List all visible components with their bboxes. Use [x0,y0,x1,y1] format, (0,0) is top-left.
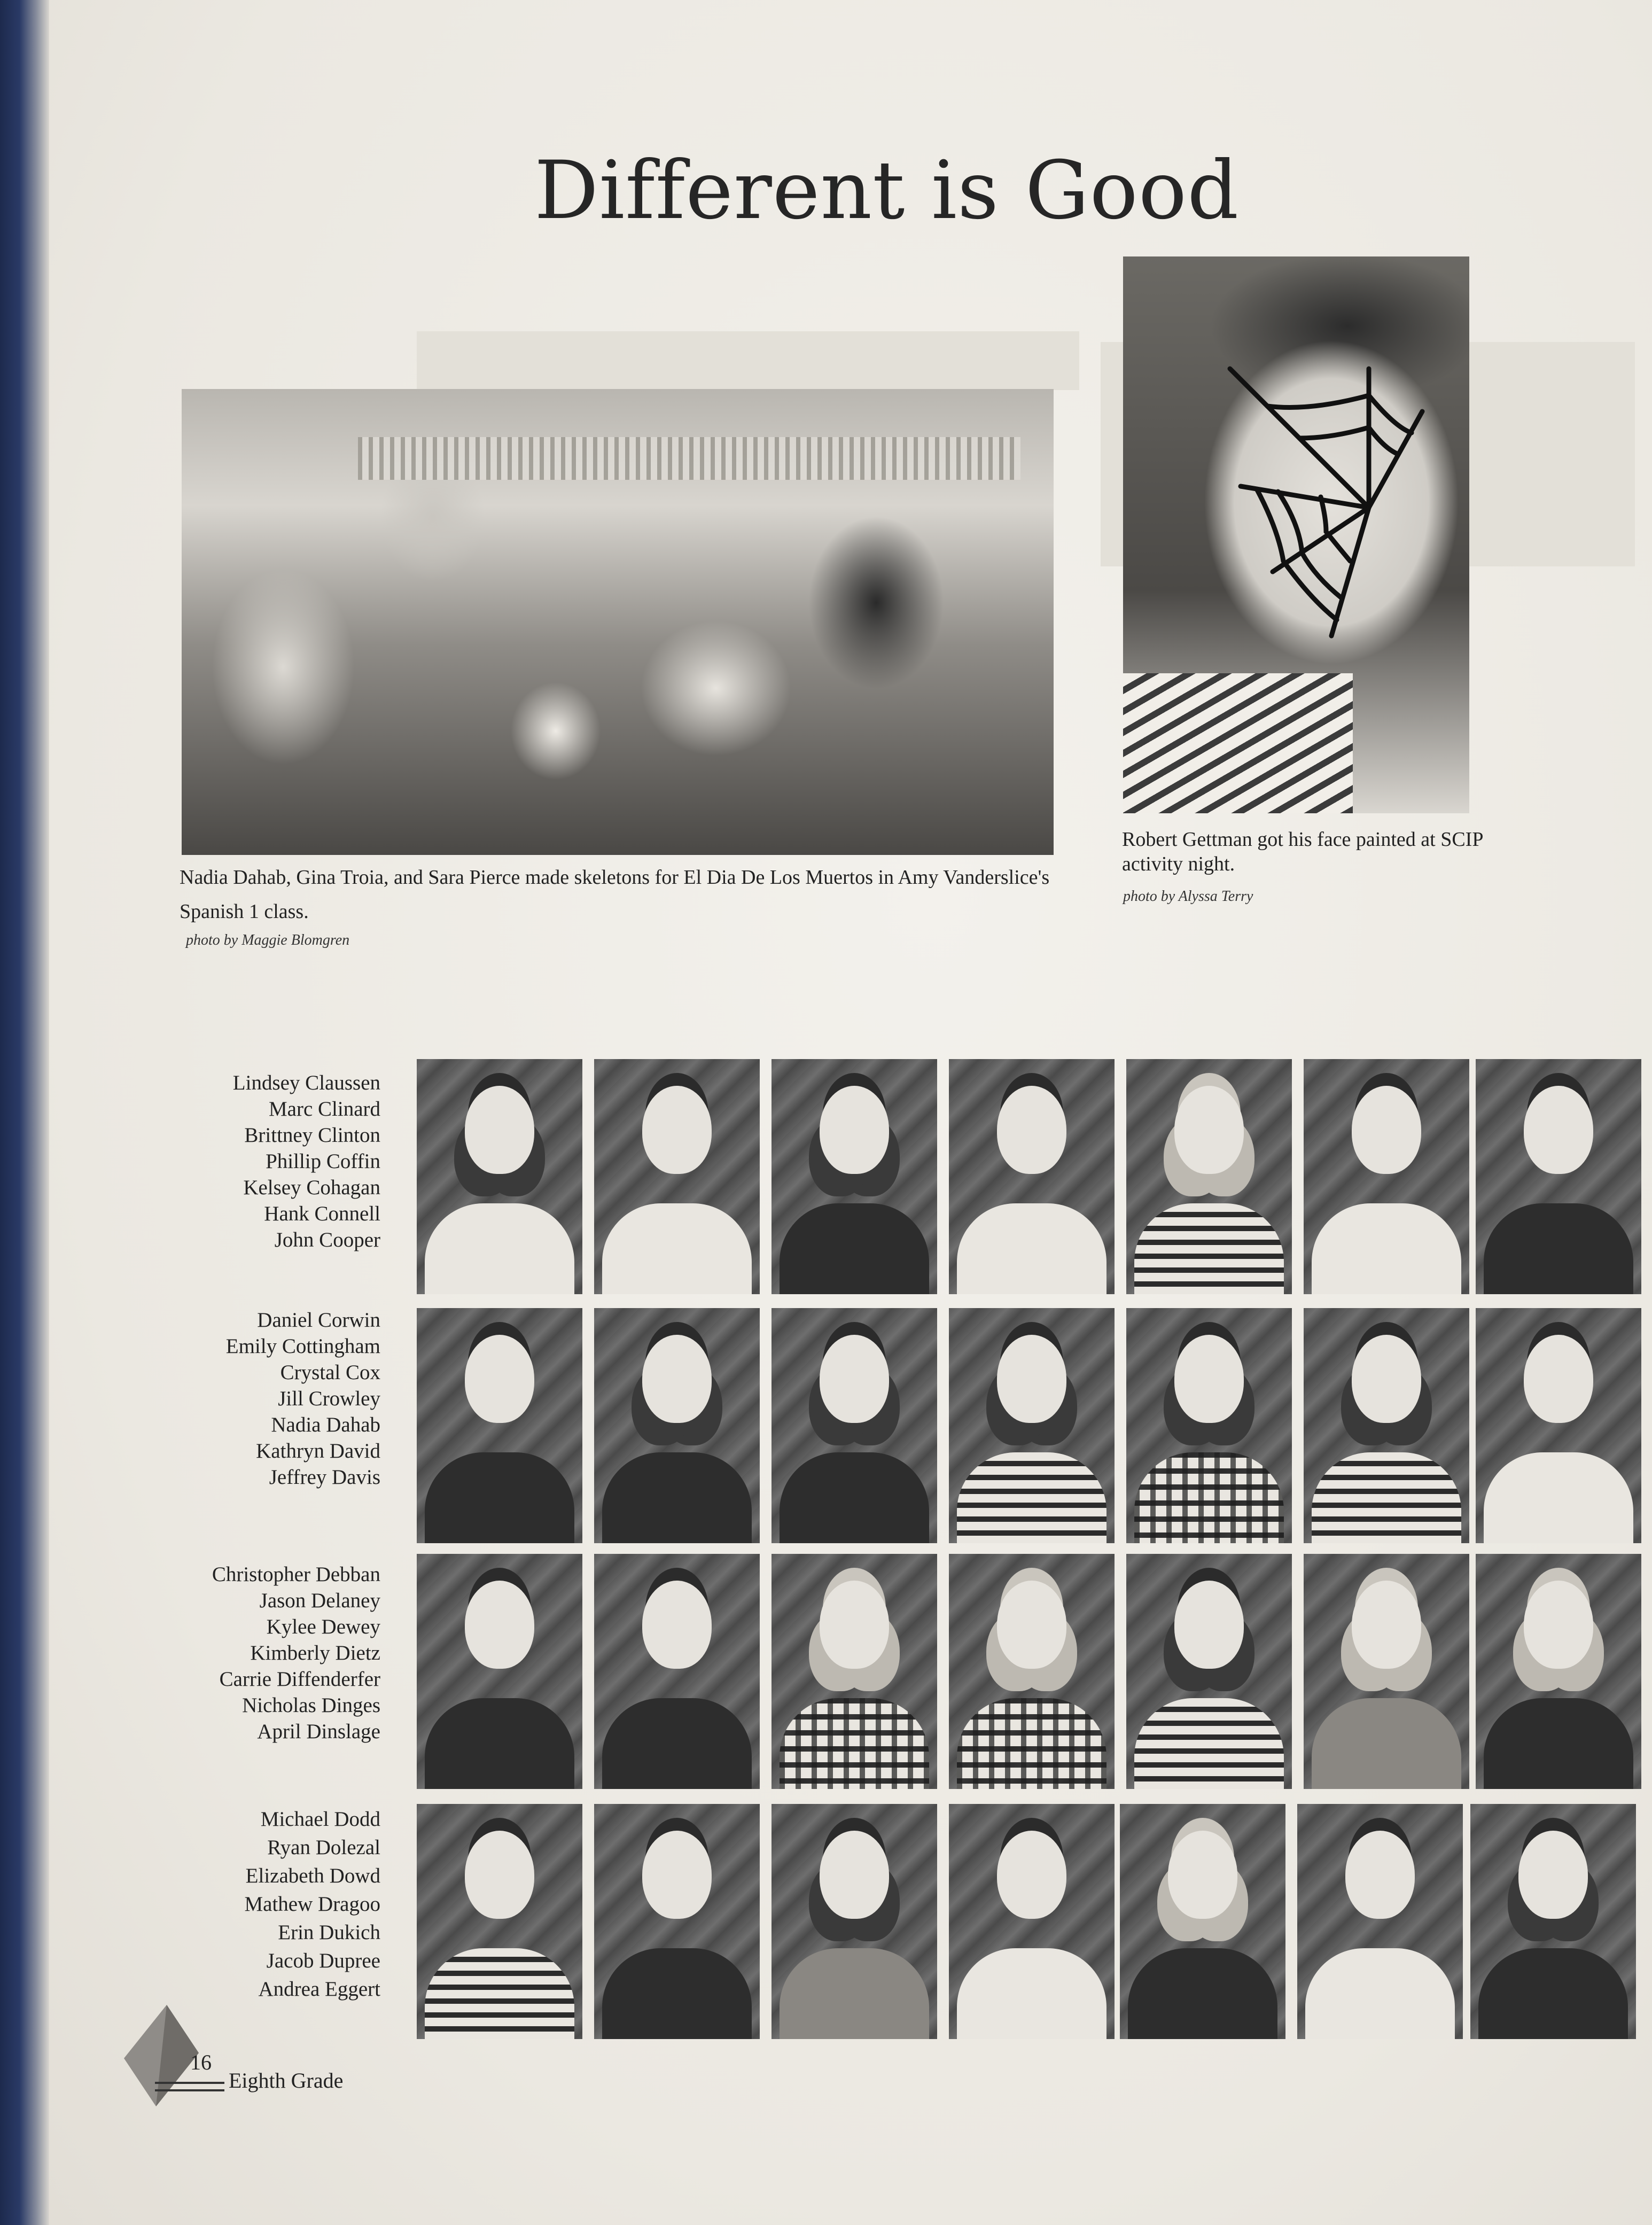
student-portrait [417,1804,582,2039]
student-name: Lindsey Claussen [232,1071,380,1094]
folio-rule [155,2082,224,2091]
student-portrait [1304,1308,1469,1543]
student-name: Nadia Dahab [271,1413,380,1436]
student-portrait [594,1308,760,1543]
student-name: Michael Dodd [260,1808,380,1831]
face-paint-photo [1123,256,1469,813]
name-list [107,1307,380,1490]
main-photo-caption: Nadia Dahab, Gina Troia, and Sara Pierce made skeletons for El Dia De Los Muertos in Amy Vanderslice's Spanish 1 class. [180,866,1050,923]
student-portrait [1304,1554,1469,1789]
student-name: Jacob Dupree [266,1949,380,1972]
face-photo-credit: photo by Alyssa Terry [1123,888,1253,905]
main-photo-credit: photo by Maggie Blomgren [186,932,350,948]
student-name: Andrea Eggert [258,1978,380,2001]
bleed-through-shadow [417,331,1079,390]
student-name: Jeffrey Davis [269,1466,380,1489]
student-portrait [417,1554,582,1789]
student-portrait [1126,1059,1292,1294]
student-name: Jill Crowley [278,1387,380,1410]
face-photo-caption: Robert Gettman got his face painted at SCIP activity night. [1122,828,1483,875]
student-name: Emily Cottingham [225,1335,380,1358]
binding-edge [0,0,49,2225]
student-portrait [1126,1308,1292,1543]
student-portrait [772,1308,937,1543]
spiderweb-face-paint [1209,347,1433,647]
student-portrait [1126,1554,1292,1789]
student-portrait [417,1059,582,1294]
student-portrait [1297,1804,1463,2039]
name-list [107,1805,380,2003]
student-name: Kathryn David [256,1440,380,1462]
student-name: Erin Dukich [278,1921,380,1944]
student-portrait [594,1059,760,1294]
student-name: John Cooper [274,1228,380,1251]
student-name: Carrie Diffenderfer [219,1668,380,1691]
student-name: Brittney Clinton [244,1124,380,1147]
student-portrait [772,1804,937,2039]
student-name: Christopher Debban [212,1563,380,1586]
student-portrait [594,1804,760,2039]
student-portrait [949,1308,1115,1543]
student-portrait [772,1554,937,1789]
skeleton-craft-photo [182,389,1054,855]
student-portrait [1120,1804,1285,2039]
student-name: Nicholas Dinges [242,1694,380,1717]
student-portrait [1476,1308,1641,1543]
student-portrait [949,1554,1115,1789]
student-name: Kylee Dewey [266,1615,380,1638]
student-name: Daniel Corwin [257,1309,380,1332]
student-name: Elizabeth Dowd [245,1864,380,1887]
student-name: Kelsey Cohagan [243,1176,380,1199]
student-name: Crystal Cox [280,1361,380,1384]
page-number: 16 [190,2050,212,2074]
student-name: Mathew Dragoo [244,1893,380,1916]
section-label: Eighth Grade [229,2068,344,2092]
student-portrait [417,1308,582,1543]
student-name: Ryan Dolezal [267,1836,380,1859]
student-portrait [949,1804,1115,2039]
student-portrait [772,1059,937,1294]
student-portrait [949,1059,1115,1294]
student-name: Hank Connell [264,1202,380,1225]
student-name: Kimberly Dietz [250,1641,380,1664]
student-name: Marc Clinard [268,1098,380,1121]
student-name: Phillip Coffin [266,1150,380,1173]
name-list [107,1561,380,1745]
student-portrait [1476,1059,1641,1294]
student-name: Jason Delaney [259,1589,380,1612]
name-list [107,1070,380,1253]
student-name: April Dinslage [257,1720,380,1743]
student-portrait [1476,1554,1641,1789]
student-portrait [594,1554,760,1789]
student-portrait [1304,1059,1469,1294]
page-title: Different is Good [534,144,1240,237]
student-portrait [1470,1804,1636,2039]
